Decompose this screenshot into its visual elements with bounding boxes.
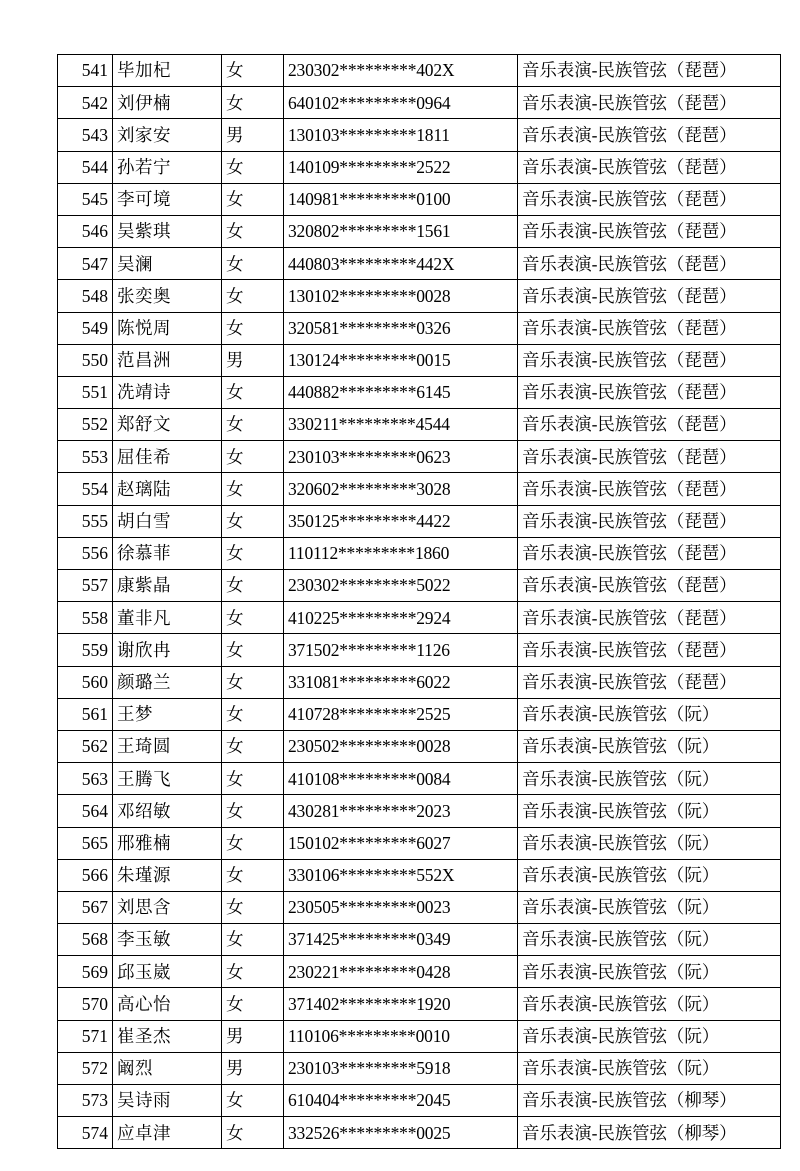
cell-gender: 女 [222, 988, 284, 1020]
table-row [58, 151, 781, 183]
cell-index: 564 [58, 795, 113, 827]
cell-id-number: 330106*********552X [284, 859, 518, 891]
cell-major: 音乐表演-民族管弦（琵琶） [518, 215, 781, 247]
cell-name: 王琦圆 [113, 730, 222, 762]
cell-major: 音乐表演-民族管弦（阮） [518, 698, 781, 730]
cell-index: 571 [58, 1020, 113, 1052]
cell-name: 王梦 [113, 698, 222, 730]
cell-id-number: 430281*********2023 [284, 795, 518, 827]
table-row [58, 344, 781, 376]
cell-id-number: 410728*********2525 [284, 698, 518, 730]
cell-major: 音乐表演-民族管弦（阮） [518, 763, 781, 795]
table-row [58, 119, 781, 151]
cell-name: 朱瑾源 [113, 859, 222, 891]
table-row [58, 87, 781, 119]
cell-major: 音乐表演-民族管弦（阮） [518, 859, 781, 891]
cell-index: 567 [58, 891, 113, 923]
cell-id-number: 140109*********2522 [284, 151, 518, 183]
cell-index: 545 [58, 183, 113, 215]
cell-major: 音乐表演-民族管弦（琵琶） [518, 505, 781, 537]
cell-index: 550 [58, 344, 113, 376]
table-row [58, 666, 781, 698]
cell-index: 562 [58, 730, 113, 762]
cell-name: 郑舒文 [113, 409, 222, 441]
table-row [58, 698, 781, 730]
cell-gender: 女 [222, 666, 284, 698]
cell-index: 544 [58, 151, 113, 183]
table-row [58, 859, 781, 891]
cell-major: 音乐表演-民族管弦（琵琶） [518, 55, 781, 87]
cell-index: 569 [58, 956, 113, 988]
cell-gender: 女 [222, 215, 284, 247]
cell-id-number: 140981*********0100 [284, 183, 518, 215]
cell-major: 音乐表演-民族管弦（琵琶） [518, 248, 781, 280]
cell-major: 音乐表演-民族管弦（琵琶） [518, 409, 781, 441]
cell-id-number: 320602*********3028 [284, 473, 518, 505]
table-row [58, 409, 781, 441]
cell-index: 543 [58, 119, 113, 151]
cell-name: 刘伊楠 [113, 87, 222, 119]
cell-gender: 女 [222, 763, 284, 795]
cell-gender: 女 [222, 1085, 284, 1117]
cell-index: 549 [58, 312, 113, 344]
cell-id-number: 330211*********4544 [284, 409, 518, 441]
cell-id-number: 230502*********0028 [284, 730, 518, 762]
cell-index: 570 [58, 988, 113, 1020]
cell-index: 573 [58, 1085, 113, 1117]
table-row [58, 376, 781, 408]
table-row [58, 988, 781, 1020]
cell-major: 音乐表演-民族管弦（琵琶） [518, 344, 781, 376]
cell-id-number: 410108*********0084 [284, 763, 518, 795]
cell-major: 音乐表演-民族管弦（阮） [518, 1020, 781, 1052]
cell-gender: 男 [222, 1052, 284, 1084]
cell-index: 547 [58, 248, 113, 280]
table-row [58, 505, 781, 537]
table-row [58, 183, 781, 215]
table-row [58, 537, 781, 569]
cell-gender: 女 [222, 795, 284, 827]
cell-index: 563 [58, 763, 113, 795]
cell-major: 音乐表演-民族管弦（阮） [518, 730, 781, 762]
cell-major: 音乐表演-民族管弦（琵琶） [518, 151, 781, 183]
cell-gender: 女 [222, 537, 284, 569]
cell-id-number: 110106*********0010 [284, 1020, 518, 1052]
cell-id-number: 130102*********0028 [284, 280, 518, 312]
cell-major: 音乐表演-民族管弦（琵琶） [518, 280, 781, 312]
cell-index: 565 [58, 827, 113, 859]
cell-id-number: 230221*********0428 [284, 956, 518, 988]
table-row [58, 763, 781, 795]
cell-gender: 女 [222, 859, 284, 891]
cell-major: 音乐表演-民族管弦（琵琶） [518, 441, 781, 473]
cell-name: 邱玉崴 [113, 956, 222, 988]
cell-index: 558 [58, 602, 113, 634]
table-row [58, 891, 781, 923]
cell-gender: 女 [222, 473, 284, 505]
cell-index: 572 [58, 1052, 113, 1084]
cell-index: 548 [58, 280, 113, 312]
cell-name: 毕加杞 [113, 55, 222, 87]
cell-gender: 女 [222, 730, 284, 762]
cell-name: 李玉敏 [113, 924, 222, 956]
cell-name: 冼靖诗 [113, 376, 222, 408]
cell-major: 音乐表演-民族管弦（柳琴） [518, 1085, 781, 1117]
cell-index: 541 [58, 55, 113, 87]
cell-name: 刘思含 [113, 891, 222, 923]
cell-index: 554 [58, 473, 113, 505]
cell-id-number: 230302*********402X [284, 55, 518, 87]
table-row [58, 1085, 781, 1117]
cell-id-number: 320581*********0326 [284, 312, 518, 344]
cell-index: 574 [58, 1117, 113, 1149]
cell-id-number: 640102*********0964 [284, 87, 518, 119]
cell-id-number: 130103*********1811 [284, 119, 518, 151]
cell-name: 颜璐兰 [113, 666, 222, 698]
cell-index: 546 [58, 215, 113, 247]
cell-id-number: 371425*********0349 [284, 924, 518, 956]
cell-id-number: 610404*********2045 [284, 1085, 518, 1117]
cell-major: 音乐表演-民族管弦（琵琶） [518, 183, 781, 215]
cell-gender: 男 [222, 119, 284, 151]
cell-name: 屈佳希 [113, 441, 222, 473]
cell-name: 胡白雪 [113, 505, 222, 537]
cell-major: 音乐表演-民族管弦（琵琶） [518, 473, 781, 505]
cell-gender: 女 [222, 280, 284, 312]
cell-gender: 男 [222, 1020, 284, 1052]
table-row [58, 1117, 781, 1149]
cell-major: 音乐表演-民族管弦（阮） [518, 1052, 781, 1084]
cell-major: 音乐表演-民族管弦（琵琶） [518, 602, 781, 634]
cell-name: 阚烈 [113, 1052, 222, 1084]
cell-id-number: 371502*********1126 [284, 634, 518, 666]
cell-name: 应卓津 [113, 1117, 222, 1149]
cell-name: 陈悦周 [113, 312, 222, 344]
cell-major: 音乐表演-民族管弦（柳琴） [518, 1117, 781, 1149]
cell-gender: 女 [222, 183, 284, 215]
roster-table [57, 54, 781, 1149]
cell-id-number: 410225*********2924 [284, 602, 518, 634]
cell-id-number: 320802*********1561 [284, 215, 518, 247]
cell-id-number: 130124*********0015 [284, 344, 518, 376]
cell-gender: 男 [222, 344, 284, 376]
cell-index: 551 [58, 376, 113, 408]
cell-gender: 女 [222, 312, 284, 344]
cell-name: 张奕奥 [113, 280, 222, 312]
cell-id-number: 230103*********0623 [284, 441, 518, 473]
table-row [58, 570, 781, 602]
cell-id-number: 230103*********5918 [284, 1052, 518, 1084]
cell-id-number: 150102*********6027 [284, 827, 518, 859]
cell-gender: 女 [222, 87, 284, 119]
cell-gender: 女 [222, 570, 284, 602]
cell-major: 音乐表演-民族管弦（阮） [518, 827, 781, 859]
cell-major: 音乐表演-民族管弦（琵琶） [518, 634, 781, 666]
cell-gender: 女 [222, 827, 284, 859]
table-row [58, 1020, 781, 1052]
cell-name: 王腾飞 [113, 763, 222, 795]
cell-index: 553 [58, 441, 113, 473]
cell-name: 谢欣冉 [113, 634, 222, 666]
cell-id-number: 331081*********6022 [284, 666, 518, 698]
cell-index: 556 [58, 537, 113, 569]
cell-index: 542 [58, 87, 113, 119]
cell-major: 音乐表演-民族管弦（阮） [518, 795, 781, 827]
cell-name: 吴诗雨 [113, 1085, 222, 1117]
cell-index: 555 [58, 505, 113, 537]
table-row [58, 215, 781, 247]
cell-major: 音乐表演-民族管弦（琵琶） [518, 666, 781, 698]
cell-id-number: 440803*********442X [284, 248, 518, 280]
cell-major: 音乐表演-民族管弦（琵琶） [518, 537, 781, 569]
cell-name: 崔圣杰 [113, 1020, 222, 1052]
cell-index: 560 [58, 666, 113, 698]
cell-major: 音乐表演-民族管弦（阮） [518, 956, 781, 988]
cell-gender: 女 [222, 891, 284, 923]
cell-major: 音乐表演-民族管弦（阮） [518, 988, 781, 1020]
table-row [58, 248, 781, 280]
cell-gender: 女 [222, 441, 284, 473]
cell-index: 566 [58, 859, 113, 891]
table-row [58, 280, 781, 312]
cell-id-number: 332526*********0025 [284, 1117, 518, 1149]
table-row [58, 602, 781, 634]
cell-major: 音乐表演-民族管弦（阮） [518, 891, 781, 923]
cell-gender: 女 [222, 924, 284, 956]
table-row [58, 634, 781, 666]
table-row [58, 55, 781, 87]
cell-gender: 女 [222, 634, 284, 666]
cell-gender: 女 [222, 602, 284, 634]
table-row [58, 795, 781, 827]
cell-index: 559 [58, 634, 113, 666]
cell-name: 吴紫琪 [113, 215, 222, 247]
cell-index: 552 [58, 409, 113, 441]
cell-id-number: 230505*********0023 [284, 891, 518, 923]
table-row [58, 312, 781, 344]
cell-major: 音乐表演-民族管弦（琵琶） [518, 376, 781, 408]
cell-name: 孙若宁 [113, 151, 222, 183]
cell-major: 音乐表演-民族管弦（琵琶） [518, 87, 781, 119]
table-row [58, 441, 781, 473]
cell-name: 范昌洲 [113, 344, 222, 376]
roster-table-container [57, 54, 743, 1149]
cell-gender: 女 [222, 248, 284, 280]
cell-name: 邓绍敏 [113, 795, 222, 827]
cell-major: 音乐表演-民族管弦（琵琶） [518, 312, 781, 344]
table-row [58, 827, 781, 859]
cell-name: 高心怡 [113, 988, 222, 1020]
cell-name: 刘家安 [113, 119, 222, 151]
cell-id-number: 110112*********1860 [284, 537, 518, 569]
cell-name: 徐慕菲 [113, 537, 222, 569]
cell-gender: 女 [222, 151, 284, 183]
cell-id-number: 371402*********1920 [284, 988, 518, 1020]
table-row [58, 956, 781, 988]
cell-index: 561 [58, 698, 113, 730]
table-row [58, 473, 781, 505]
cell-major: 音乐表演-民族管弦（阮） [518, 924, 781, 956]
cell-gender: 女 [222, 698, 284, 730]
cell-name: 赵璃陆 [113, 473, 222, 505]
cell-index: 568 [58, 924, 113, 956]
cell-gender: 女 [222, 505, 284, 537]
roster-table-body [58, 55, 781, 1149]
table-row [58, 1052, 781, 1084]
cell-gender: 女 [222, 376, 284, 408]
cell-id-number: 230302*********5022 [284, 570, 518, 602]
cell-gender: 女 [222, 409, 284, 441]
cell-name: 康紫晶 [113, 570, 222, 602]
cell-id-number: 440882*********6145 [284, 376, 518, 408]
cell-name: 董非凡 [113, 602, 222, 634]
cell-major: 音乐表演-民族管弦（琵琶） [518, 119, 781, 151]
cell-name: 李可境 [113, 183, 222, 215]
cell-gender: 女 [222, 1117, 284, 1149]
cell-gender: 女 [222, 55, 284, 87]
cell-gender: 女 [222, 956, 284, 988]
cell-name: 吴澜 [113, 248, 222, 280]
cell-major: 音乐表演-民族管弦（琵琶） [518, 570, 781, 602]
table-row [58, 924, 781, 956]
cell-name: 邢雅楠 [113, 827, 222, 859]
cell-id-number: 350125*********4422 [284, 505, 518, 537]
cell-index: 557 [58, 570, 113, 602]
table-row [58, 730, 781, 762]
